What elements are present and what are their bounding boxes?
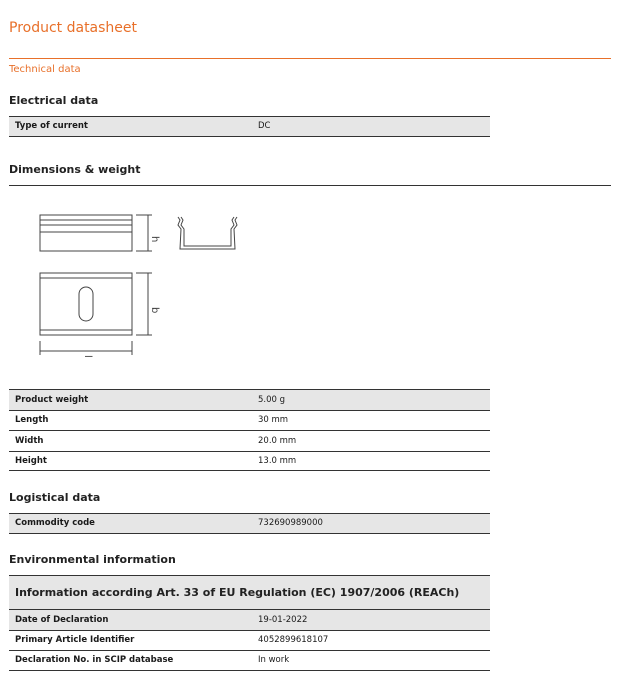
reach-table-title: Information according Art. 33 of EU Regulation (EC) 1907/2006 (REACh) <box>9 575 490 609</box>
table-row <box>9 451 490 472</box>
row-label: Date of Declaration <box>15 614 109 625</box>
row-value: 5.00 g <box>258 394 286 405</box>
table-row <box>9 116 490 137</box>
row-value: 4052899618107 <box>258 635 329 646</box>
row-value: 19-01-2022 <box>258 614 308 625</box>
dimensions-rule <box>9 185 611 186</box>
row-value: 732690989000 <box>258 518 323 529</box>
h-label: h <box>149 236 160 243</box>
row-label: Declaration No. in SCIP database <box>15 655 174 666</box>
row-value: DC <box>258 121 271 132</box>
row-label: Product weight <box>15 394 89 405</box>
row-label: Height <box>15 455 47 466</box>
row-value: 20.0 mm <box>258 435 297 446</box>
row-value: 13.0 mm <box>258 455 297 466</box>
l-label: l <box>82 355 93 358</box>
table-row <box>9 609 490 630</box>
environmental-heading: Environmental information <box>9 553 176 566</box>
row-label: Length <box>15 415 49 426</box>
row-label: Width <box>15 435 44 446</box>
dimension-drawing <box>30 205 260 365</box>
b-label: b <box>149 307 160 314</box>
row-value: 30 mm <box>258 415 289 426</box>
electrical-table <box>9 116 490 137</box>
row-label: Primary Article Identifier <box>15 635 135 646</box>
table-row <box>9 630 490 651</box>
title-rule <box>9 58 611 59</box>
doc-title: Product datasheet <box>9 20 138 36</box>
profile-view <box>178 217 237 249</box>
electrical-heading: Electrical data <box>9 94 99 107</box>
logistical-table <box>9 513 490 534</box>
table-row <box>9 389 490 410</box>
dimensions-heading: Dimensions & weight <box>9 163 141 176</box>
top-view <box>40 273 132 335</box>
logistical-heading: Logistical data <box>9 491 101 504</box>
row-value: In work <box>258 655 290 666</box>
table-row <box>9 513 490 534</box>
row-label: Type of current <box>15 121 88 132</box>
table-row <box>9 410 490 431</box>
row-label: Commodity code <box>15 518 95 529</box>
table-row <box>9 650 490 671</box>
environmental-table <box>9 575 490 671</box>
table-row <box>9 430 490 451</box>
dimensions-table <box>9 389 490 471</box>
doc-subtitle: Technical data <box>9 64 81 75</box>
